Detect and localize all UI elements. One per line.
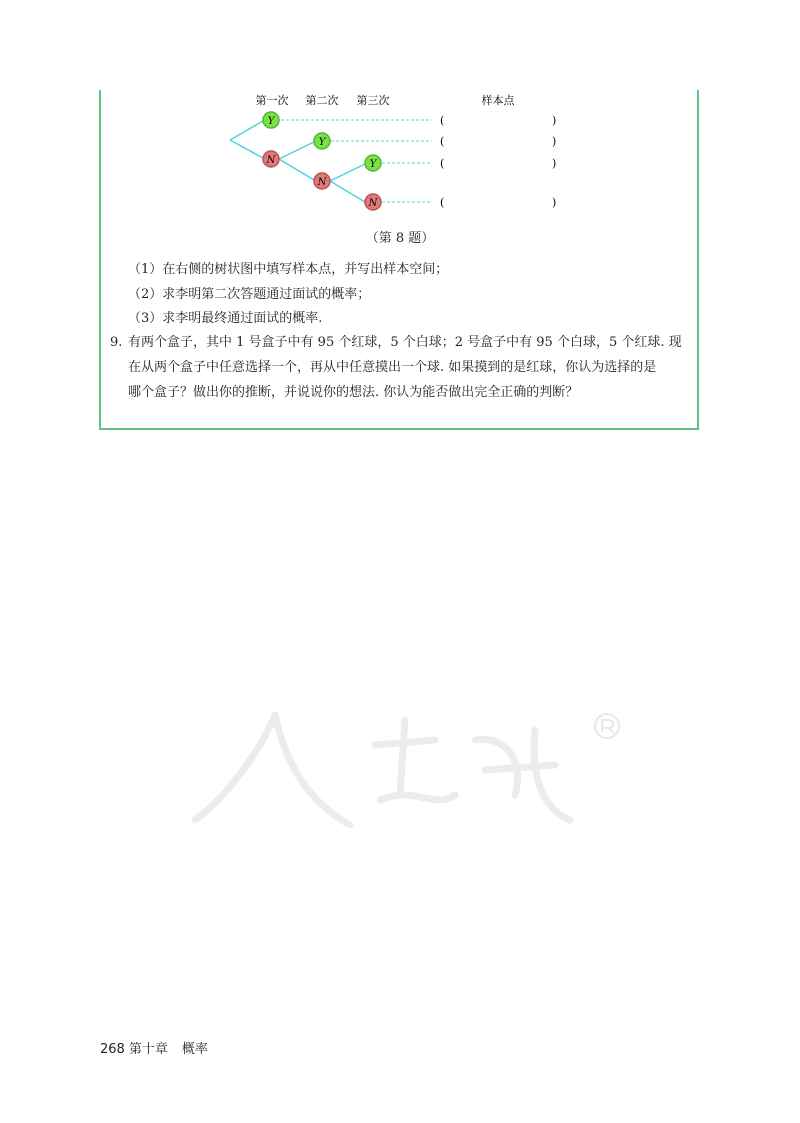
blank-close: ) (552, 135, 557, 148)
header-sample-point: 样本点 (481, 94, 515, 107)
blank-close: ) (552, 157, 557, 170)
blank-open: ( (440, 196, 445, 209)
blank-open: ( (440, 157, 445, 170)
header-second: 第二次 (305, 94, 339, 107)
node-n-2 (314, 173, 330, 189)
branch-root-y (230, 121, 263, 140)
blank-open: ( (440, 114, 445, 127)
q9-line-3: 哪个盒子？做出你的推断，并说说你的想法. 你认为能否做出完全正确的判断？ (128, 385, 579, 400)
svg-text:Y: Y (318, 137, 326, 148)
dashed-lines (281, 120, 432, 202)
chapter-label: 第十章 (128, 1042, 168, 1057)
q9-line-2: 在从两个盒子中任意选择一个，再从中任意摸出一个球. 如果摸到的是红球，你认为选择的是 (128, 360, 657, 375)
svg-text:Y: Y (369, 159, 377, 170)
answer-blanks (440, 114, 556, 209)
q9-line-1: 有两个盒子，其中 1 号盒子中有 95 个红球，5 个白球；2 号盒子中有 95 个白球，5 个红球. 现 (128, 335, 682, 350)
tree-diagram (0, 0, 800, 230)
branch-n-y (279, 142, 314, 159)
blank-close: ) (552, 196, 557, 209)
page-number: 268 (100, 1042, 125, 1057)
node-n-3 (365, 194, 381, 210)
branch-n-n (279, 159, 314, 180)
q8-part-3: （3）求李明最终通过面试的概率. (128, 311, 323, 326)
svg-text:Y: Y (267, 116, 275, 127)
tree-branches (230, 121, 365, 202)
q8-part-2: （2）求李明第二次答题通过面试的概率； (128, 287, 371, 302)
svg-text:N: N (317, 177, 327, 188)
q9-number: 9. (110, 335, 123, 350)
chapter-title: 概率 (181, 1042, 208, 1057)
node-n-1 (263, 151, 279, 167)
blank-close: ) (552, 114, 557, 127)
publisher-watermark (175, 700, 635, 850)
header-first: 第一次 (255, 94, 289, 107)
svg-text:N: N (368, 198, 378, 209)
figure-caption: （第 8 题） (365, 231, 435, 246)
page-footer (100, 1038, 208, 1057)
branch-nn-n (330, 181, 365, 202)
node-y-3 (365, 155, 381, 171)
node-y-1 (263, 112, 279, 128)
branch-root-n (230, 140, 263, 158)
node-y-2 (314, 133, 330, 149)
branch-nn-y (330, 164, 365, 181)
svg-text:N: N (266, 155, 276, 166)
blank-open: ( (440, 135, 445, 148)
q8-part-1: （1）在右侧的树状图中填写样本点，并写出样本空间； (128, 262, 449, 277)
header-third: 第三次 (356, 94, 390, 107)
